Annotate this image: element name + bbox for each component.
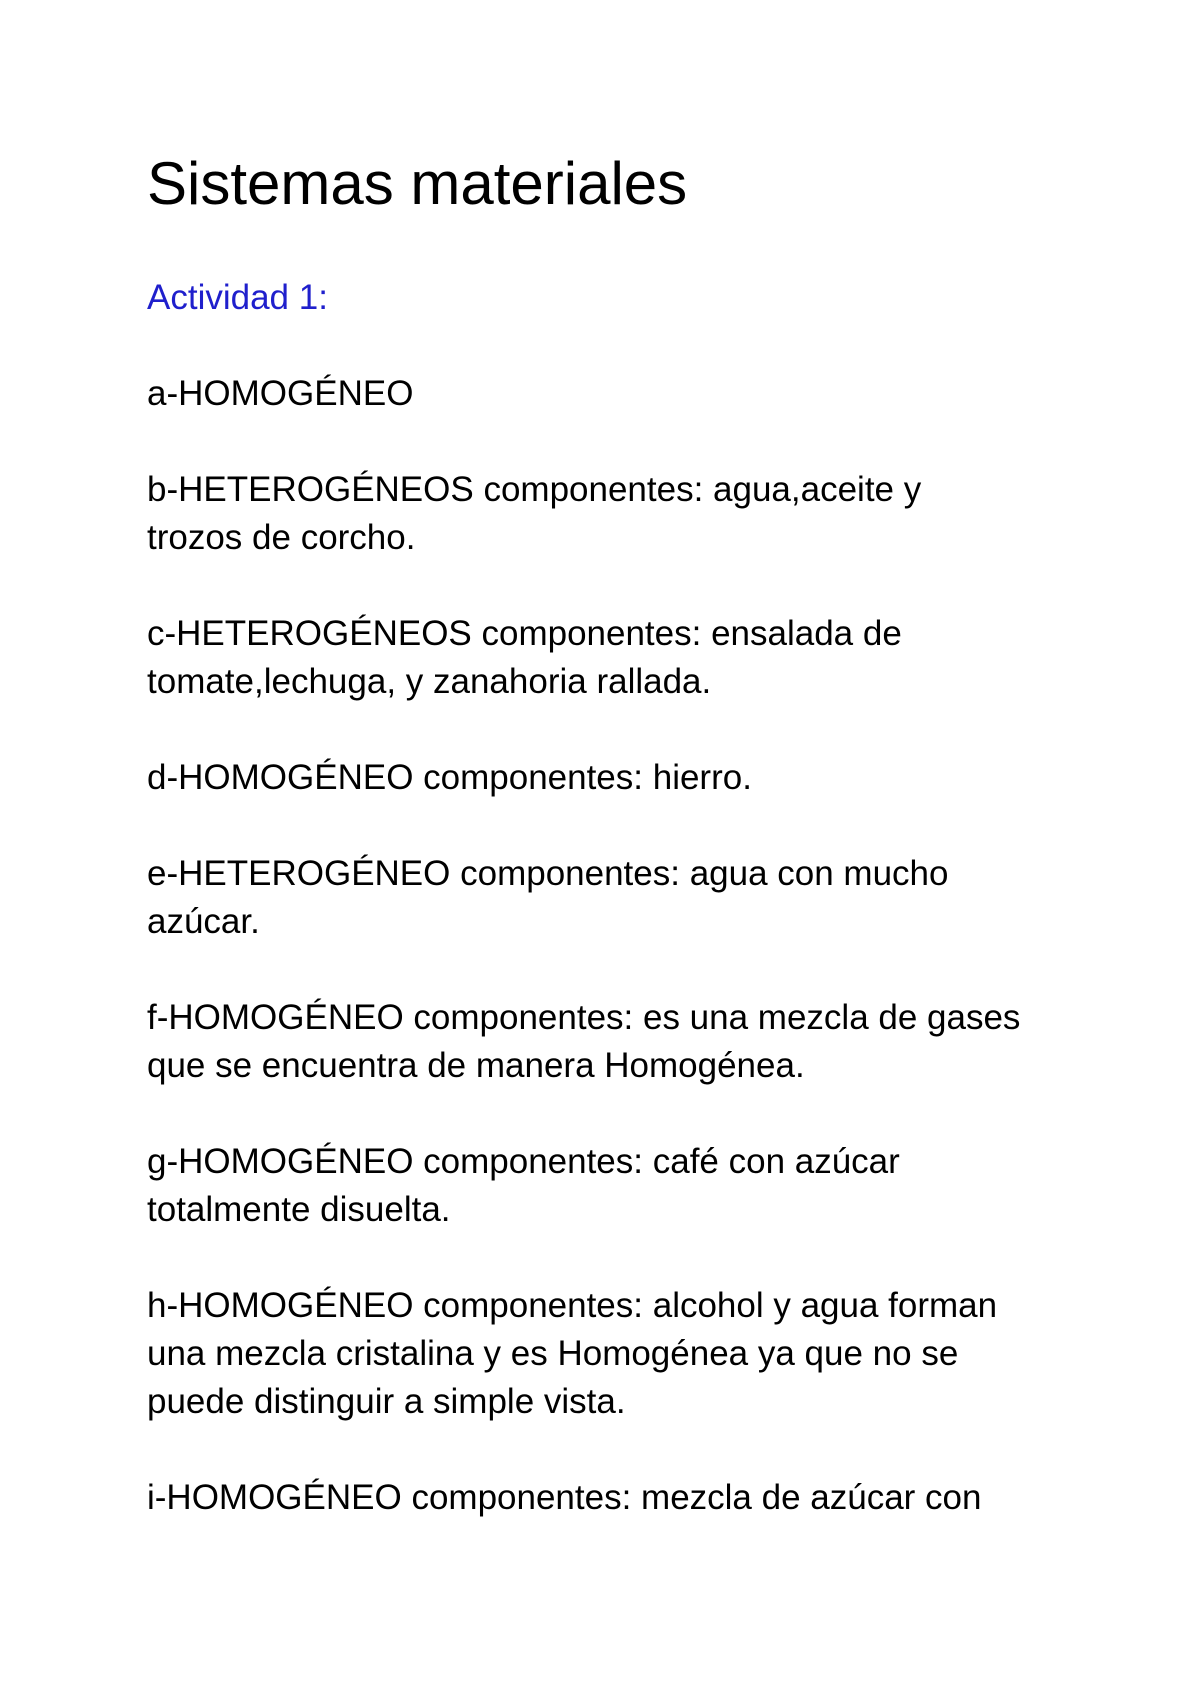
answer-item-b: b-HETEROGÉNEOS componentes: agua,aceite y trozos de corcho. [147, 470, 922, 557]
answer-item-e: e-HETEROGÉNEO componentes: agua con mucho azúcar. [147, 854, 949, 941]
answer-list [147, 370, 1087, 1570]
page-title: Sistemas materiales [147, 150, 688, 217]
answer-item-f: f-HOMOGÉNEO componentes: es una mezcla de gases que se encuentra de manera Homogénea. [147, 998, 1021, 1085]
answer-item-h: h-HOMOGÉNEO componentes: alcohol y agua forman una mezcla cristalina y es Homogénea ya que no se puede distinguir a simple vista. [147, 1286, 998, 1421]
answer-item-i: i-HOMOGÉNEO componentes: mezcla de azúcar con [147, 1478, 982, 1517]
answer-item-a: a-HOMOGÉNEO [147, 374, 414, 413]
activity-heading: Actividad 1: [147, 278, 328, 317]
answer-item-d: d-HOMOGÉNEO componentes: hierro. [147, 758, 752, 797]
answer-item-c: c-HETEROGÉNEOS componentes: ensalada de tomate,lechuga, y zanahoria rallada. [147, 614, 902, 701]
answer-item-g: g-HOMOGÉNEO componentes: café con azúcar totalmente disuelta. [147, 1142, 900, 1229]
